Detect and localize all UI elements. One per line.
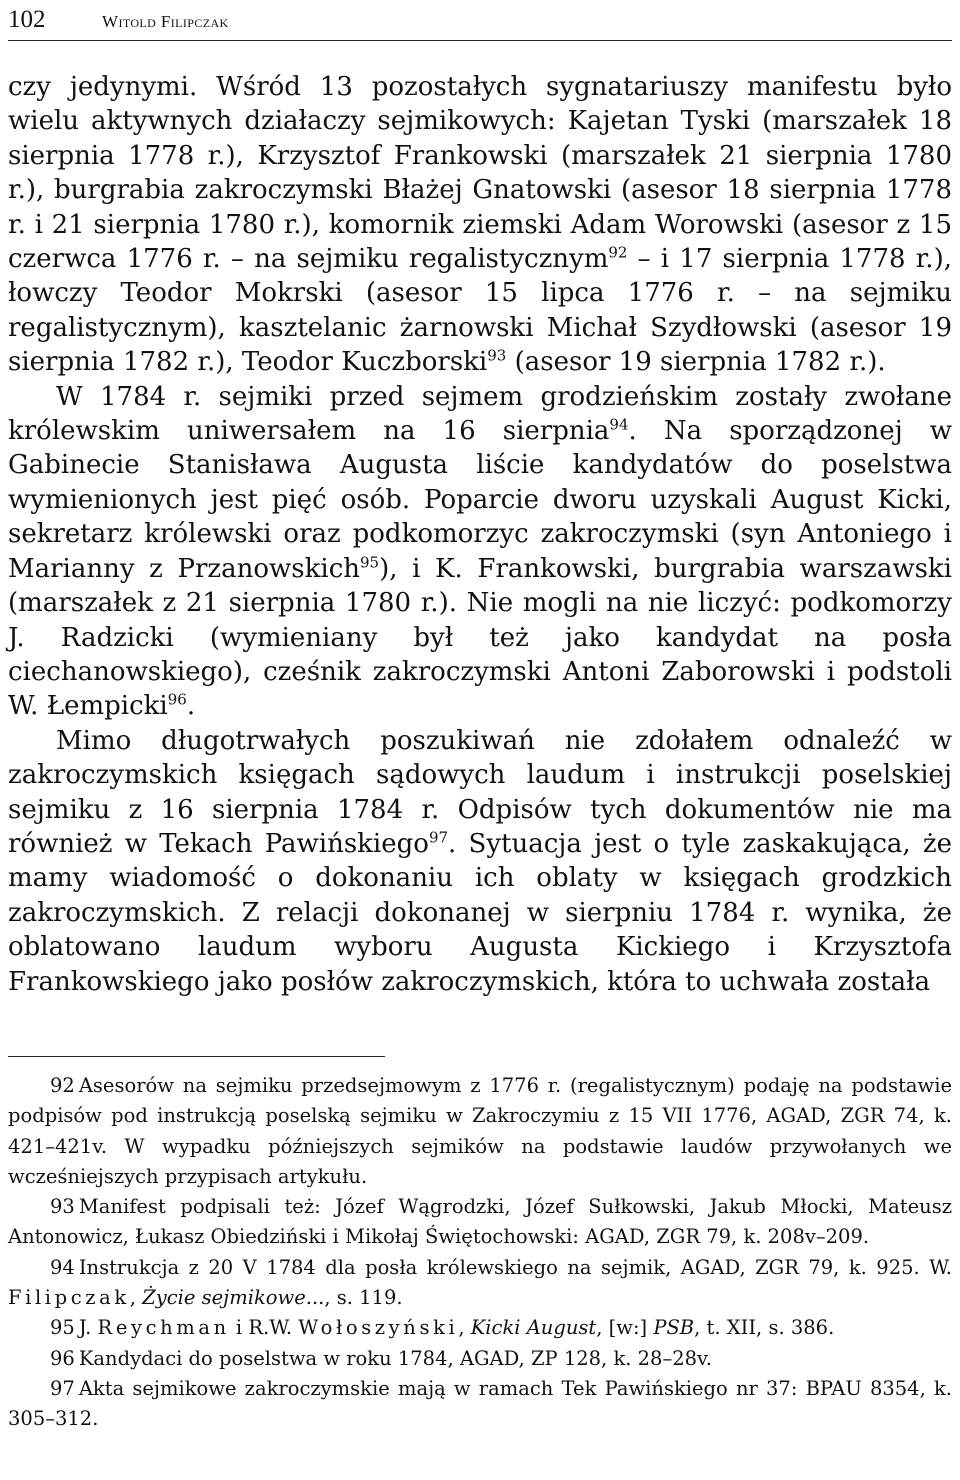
- footnote-text: , [w:]: [596, 1316, 654, 1340]
- footnote-text: Instrukcja z 20 V 1784 dla posła królewskiego na sejmik, AGAD, ZGR 79, k. 925. W.: [78, 1255, 952, 1279]
- footnote-number: 96: [50, 1346, 75, 1370]
- main-text: [8, 70, 952, 999]
- text-run: . Sytuacja jest o tyle zaskakująca, że mamy wiadomość o dokonaniu ich oblaty w księgach grodzkich zakroczymskich. Z relacji dokonanej w sierpniu 1784 r. wynika, że oblatowano laudum wyboru Augusta Kickiego i Krzysztofa Frankowskiego jako posłów zakroczymskich, która to uchwała została: [8, 828, 952, 997]
- footnote-title: Kicki August: [470, 1316, 597, 1340]
- footnote-ref-97: 97: [428, 828, 449, 847]
- footnote-author: Reychman: [97, 1316, 230, 1340]
- footnote-title: Życie sejmikowe...: [142, 1286, 325, 1310]
- footnote-text: ,: [129, 1286, 143, 1310]
- footnote-number: 92: [50, 1074, 75, 1097]
- footnote-text: , s. 119.: [324, 1286, 403, 1310]
- text-run: czy jedynymi. Wśród 13 pozostałych sygnatariuszy manifestu było wielu aktywnych działaczy sejmikowych: Kajetan Tyski (marszałek 18 sierpnia 1778 r.), Krzysztof Frankowski (marszałek 21 sierpnia 1780 r.), burgrabia zakroczymski Błażej Gnatowski (asesor 18 sierpnia 1778 r. i 21 sierpnia 1780 r.), komornik ziemski Adam Worowski (asesor z 15 czerwca 1776 r. – na sejmiku regalistycznym: [8, 72, 952, 275]
- footnote-text: Akta sejmikowe zakroczymskie mają w ramach Tek Pawińskiego nr 37: BPAU 8354, k. 305–312.: [8, 1376, 952, 1431]
- footnote-separator: [8, 1056, 385, 1057]
- footnotes: [8, 1071, 952, 1435]
- footnote-92: [8, 1071, 952, 1192]
- footnote-text: i R.W.: [229, 1316, 299, 1340]
- footnote-text: J.: [78, 1316, 98, 1340]
- text-run: (asesor 19 sierpnia 1782 r.).: [506, 347, 886, 378]
- text-run: – i 17 sierpnia 1778 r.), łowczy Teodor Mokrski (asesor 15 lipca 1776 r. – na sejmiku regalistycznym), kasztelanic żarnowski Michał Szydłowski (asesor 19 sierpnia 1782 r.), Teodor Kuczborski: [8, 244, 952, 378]
- footnote-ref-95: 95: [360, 553, 380, 572]
- footnote-number: 95: [50, 1316, 75, 1340]
- running-head: Witold Filipczak: [102, 12, 229, 31]
- footnote-text: ,: [458, 1316, 471, 1340]
- text-run: ), i K. Frankowski, burgrabia warszawski (marszałek z 21 sierpnia 1780 r.). Nie mogli na nie liczyć: podkomorzy J. Radzicki (wymieniany był też jako kandydat na posła ciechanowskiego), cześnik zakroczymski Antoni Zaborowski i podstoli W. Łempicki: [8, 553, 952, 722]
- footnote-text: Kandydaci do poselstwa w roku 1784, AGAD, ZP 128, k. 28–28v.: [78, 1346, 712, 1370]
- footnote-93: [8, 1192, 952, 1253]
- footnote-series: PSB: [653, 1316, 695, 1340]
- page-header: [8, 4, 952, 41]
- footnote-94: [8, 1253, 952, 1314]
- paragraph-2: [8, 380, 952, 724]
- footnote-text: Manifest podpisali też: Józef Wągrodzki, Józef Sułkowski, Jakub Młocki, Mateusz Antonowicz, Łukasz Obiedziński i Mikołaj Świętochowski: AGAD, ZGR 79, k. 208v–209.: [8, 1195, 952, 1249]
- footnote-number: 93: [50, 1195, 75, 1219]
- footnote-author: Filipczak: [8, 1286, 130, 1310]
- footnote-97: [8, 1374, 952, 1435]
- footnote-number: 94: [50, 1255, 75, 1279]
- text-run: W 1784 r. sejmiki przed sejmem grodzieńskim zostały zwołane królewskim uniwersałem na 16 sierpnia: [8, 381, 952, 447]
- footnote-ref-94: 94: [609, 415, 629, 434]
- footnote-ref-96: 96: [167, 690, 187, 709]
- footnote-text: , t. XII, s. 386.: [694, 1316, 835, 1340]
- page-number: 102: [8, 6, 46, 33]
- text-run: . Na sporządzonej w Gabinecie Stanisława Augusta liście kandydatów do poselstwa wymienionych jest pięć osób. Poparcie dworu uzyskali August Kicki, sekretarz królewski oraz podkomorzyc zakroczymski (syn Antoniego i Marianny z Przanowskich: [8, 416, 952, 584]
- footnote-number: 97: [50, 1376, 75, 1400]
- text-run: Mimo długotrwałych poszukiwań nie zdołałem odnaleźć w zakroczymskich księgach sądowych laudum i instrukcji poselskiej sejmiku z 16 sierpnia 1784 r. Odpisów tych dokumentów nie ma również w Tekach Pawińskiego: [8, 725, 952, 859]
- footnote-ref-92: 92: [608, 243, 628, 262]
- footnote-author: Wołoszyński: [298, 1316, 459, 1340]
- footnote-text: Asesorów na sejmiku przedsejmowym z 1776 r. (regalistycznym) podaję na podstawie podpisów pod instrukcją poselską sejmiku w Zakroczymiu z 15 VII 1776, AGAD, ZGR 74, k. 421–421v. W wypadku późniejszych sejmików na podstawie laudów przywołanych we wcześniejszych przypisach artykułu.: [8, 1074, 952, 1188]
- text-run: .: [186, 691, 196, 722]
- footnote-96: [8, 1344, 952, 1374]
- paragraph-1: [8, 70, 952, 380]
- footnote-ref-93: 93: [487, 346, 507, 365]
- paragraph-3: [8, 724, 952, 999]
- footnote-95: [8, 1313, 952, 1343]
